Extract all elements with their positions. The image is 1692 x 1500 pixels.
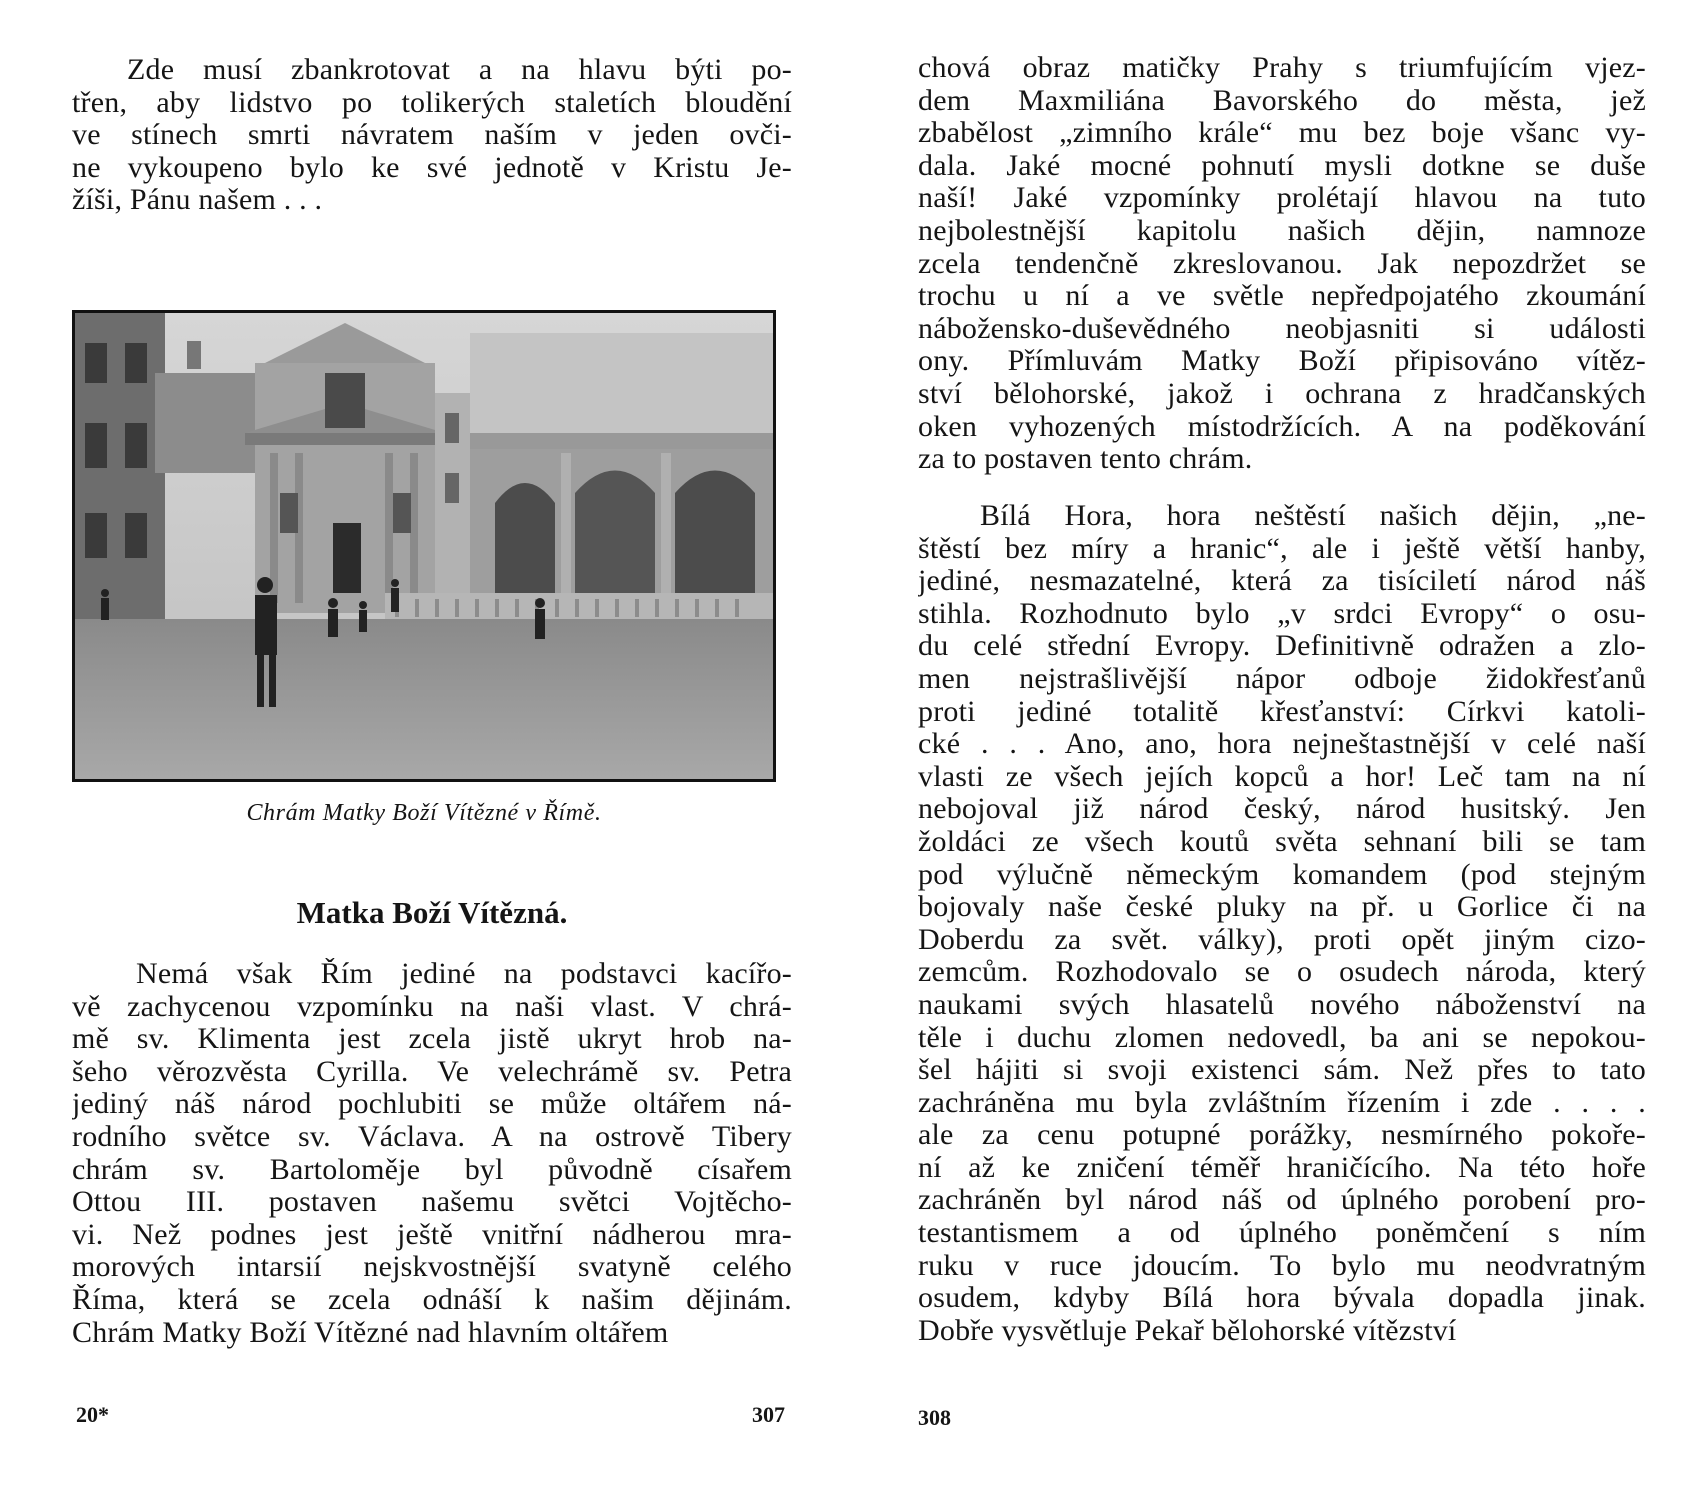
text-line: du celé střední Evropy. Definitivně odražen a zlo- — [918, 630, 1646, 663]
text-line: nejbolestnější kapitolu našich dějin, namnoze — [918, 214, 1646, 247]
text-line: ne vykoupeno bylo ke své jednotě v Kristu Je- — [72, 151, 792, 184]
text-line: žíši, Pánu našem . . . — [72, 184, 323, 217]
page-number-left: 307 — [752, 1402, 785, 1427]
text-line: Dobře vysvětluje Pekař bělohorské vítězství — [918, 1314, 1457, 1347]
text-line: vi. Než podnes jest ještě vnitřní nádherou mra- — [72, 1218, 792, 1251]
text-line: proti jediné totalitě křesťanství: Církvi katoli- — [918, 695, 1646, 728]
left-body-paragraph — [72, 958, 792, 1349]
text-line: trochu u ní a ve světle nepředpojatého zkoumání — [918, 280, 1646, 313]
text-line: zcela tendenčně zkreslovanou. Jak nepozdržet se — [918, 247, 1646, 280]
church-photo-image — [75, 313, 773, 779]
text-line: Ottou III. postaven našemu světci Vojtěcho- — [72, 1186, 792, 1219]
text-line: šel hájiti si svoji existenci sám. Než přes to tato — [918, 1054, 1646, 1087]
text-line: za to postaven tento chrám. — [918, 443, 1253, 476]
text-line: šeho věrozvěsta Cyrilla. Ve velechrámě sv. Petra — [72, 1055, 792, 1088]
text-line: Chrám Matky Boží Vítězné nad hlavním oltářem — [72, 1316, 669, 1349]
text-line: ony. Přímluvám Matky Boží připisováno vítěz- — [918, 345, 1646, 378]
text-line: cké . . . Ano, ano, hora nejneštastnější v celé naší — [918, 728, 1646, 761]
left-intro-paragraph — [72, 54, 792, 217]
text-line: jediný náš národ pochlubiti se může oltářem ná- — [72, 1088, 792, 1121]
text-line: ve stínech smrti návratem naším v jeden ovči- — [72, 119, 792, 152]
text-line: Doberdu za svět. války), proti opět jiným cizo- — [918, 923, 1646, 956]
text-line: oken vyhozených místodržících. A na poděkování — [918, 410, 1646, 443]
text-line: zbabělost „zimního krále“ mu bez boje všanc vy- — [918, 117, 1646, 150]
text-line: dala. Jaké mocné pohnutí mysli dotkne se duše — [918, 149, 1646, 182]
text-line: nebojoval již národ český, národ husitský. Jen — [918, 793, 1646, 826]
text-line: ruku v ruce jdoucím. To bylo mu neodvratným — [918, 1249, 1646, 1282]
text-line: ní až ke zničení téměř hraničícího. Na této hoře — [918, 1151, 1646, 1184]
text-line: zemcům. Rozhodovalo se o osudech národa, který — [918, 956, 1646, 989]
text-line: jediné, nesmazatelné, která za tisíciletí národ náš — [918, 565, 1646, 598]
right-page — [846, 0, 1692, 1500]
text-line: žoldáci ze všech koutů světa sehnaní bili se tam — [918, 825, 1646, 858]
right-paragraph-1 — [918, 52, 1646, 476]
text-line: nábožensko-duševědného neobjasniti si události — [918, 312, 1646, 345]
text-line: štěstí bez míry a hranic“, ale i ještě větší hanby, — [918, 532, 1646, 565]
text-line: testantismem a od úplného poněmčení s ním — [918, 1217, 1646, 1250]
text-line: morových intarsií nejskvostnější svatyně celého — [72, 1251, 792, 1284]
text-line: pod výlučně německým komandem (pod stejným — [918, 858, 1646, 891]
text-line: vlasti ze všech jejích kopců a hor! Leč tam na ní — [918, 760, 1646, 793]
text-line: těle i duchu zlomen nedovedl, ba ani se nepokou- — [918, 1021, 1646, 1054]
text-line: rodního světce sv. Václava. A na ostrově Tibery — [72, 1120, 792, 1153]
text-line: Říma, která se zcela odnáší k našim dějinám. — [72, 1283, 792, 1316]
section-title: Matka Boží Vítězná. — [296, 895, 568, 930]
text-line: naší! Jaké vzpomínky prolétají hlavou na tuto — [918, 182, 1646, 215]
text-line: Nemá však Řím jediné na podstavci kacířo- — [136, 958, 792, 990]
text-line: bojovaly naše české pluky na př. u Gorlice či na — [918, 891, 1646, 924]
text-line: dem Maxmiliána Bavorského do města, jež — [918, 84, 1646, 117]
text-line: zachráněna mu byla zvláštním řízením i zde . . . . — [918, 1086, 1646, 1119]
text-line: naukami svých hlasatelů nového náboženství na — [918, 988, 1646, 1021]
text-line: třen, aby lidstvo po tolikerých staletích bloudění — [72, 86, 792, 119]
text-line: ství bělohorské, jakož i ochrana z hradčanských — [918, 377, 1646, 410]
signature-mark: 20* — [76, 1402, 109, 1427]
photo-caption: Chrám Matky Boží Vítězné v Římě. — [246, 800, 602, 826]
text-line: zachráněn byl národ náš od úplného porobení pro- — [918, 1184, 1646, 1217]
text-line: chrám sv. Bartoloměje byl původně císařem — [72, 1153, 792, 1186]
page-number-right: 308 — [918, 1405, 951, 1430]
text-line: osudem, kdyby Bílá hora bývala dopadla jinak. — [918, 1282, 1646, 1315]
text-line: Bílá Hora, hora neštěstí našich dějin, „ne- — [980, 500, 1646, 532]
text-line: mě sv. Klimenta jest zcela jistě ukryt hrob na- — [72, 1023, 792, 1056]
text-line: chová obraz matičky Prahy s triumfujícím vjez- — [918, 52, 1646, 84]
text-line: stihla. Rozhodnuto bylo „v srdci Evropy“ o osu- — [918, 597, 1646, 630]
text-line: ale za cenu potupné porážky, nesmírného pokoře- — [918, 1119, 1646, 1152]
church-photo — [72, 310, 776, 782]
text-line: vě zachycenou vzpomínku na naši vlast. V chrá- — [72, 990, 792, 1023]
text-line: Zde musí zbankrotovat a na hlavu býti po- — [127, 54, 792, 86]
text-line: men nejstrašlivější nápor odboje židokřesťanů — [918, 662, 1646, 695]
right-paragraph-2 — [918, 500, 1646, 1347]
